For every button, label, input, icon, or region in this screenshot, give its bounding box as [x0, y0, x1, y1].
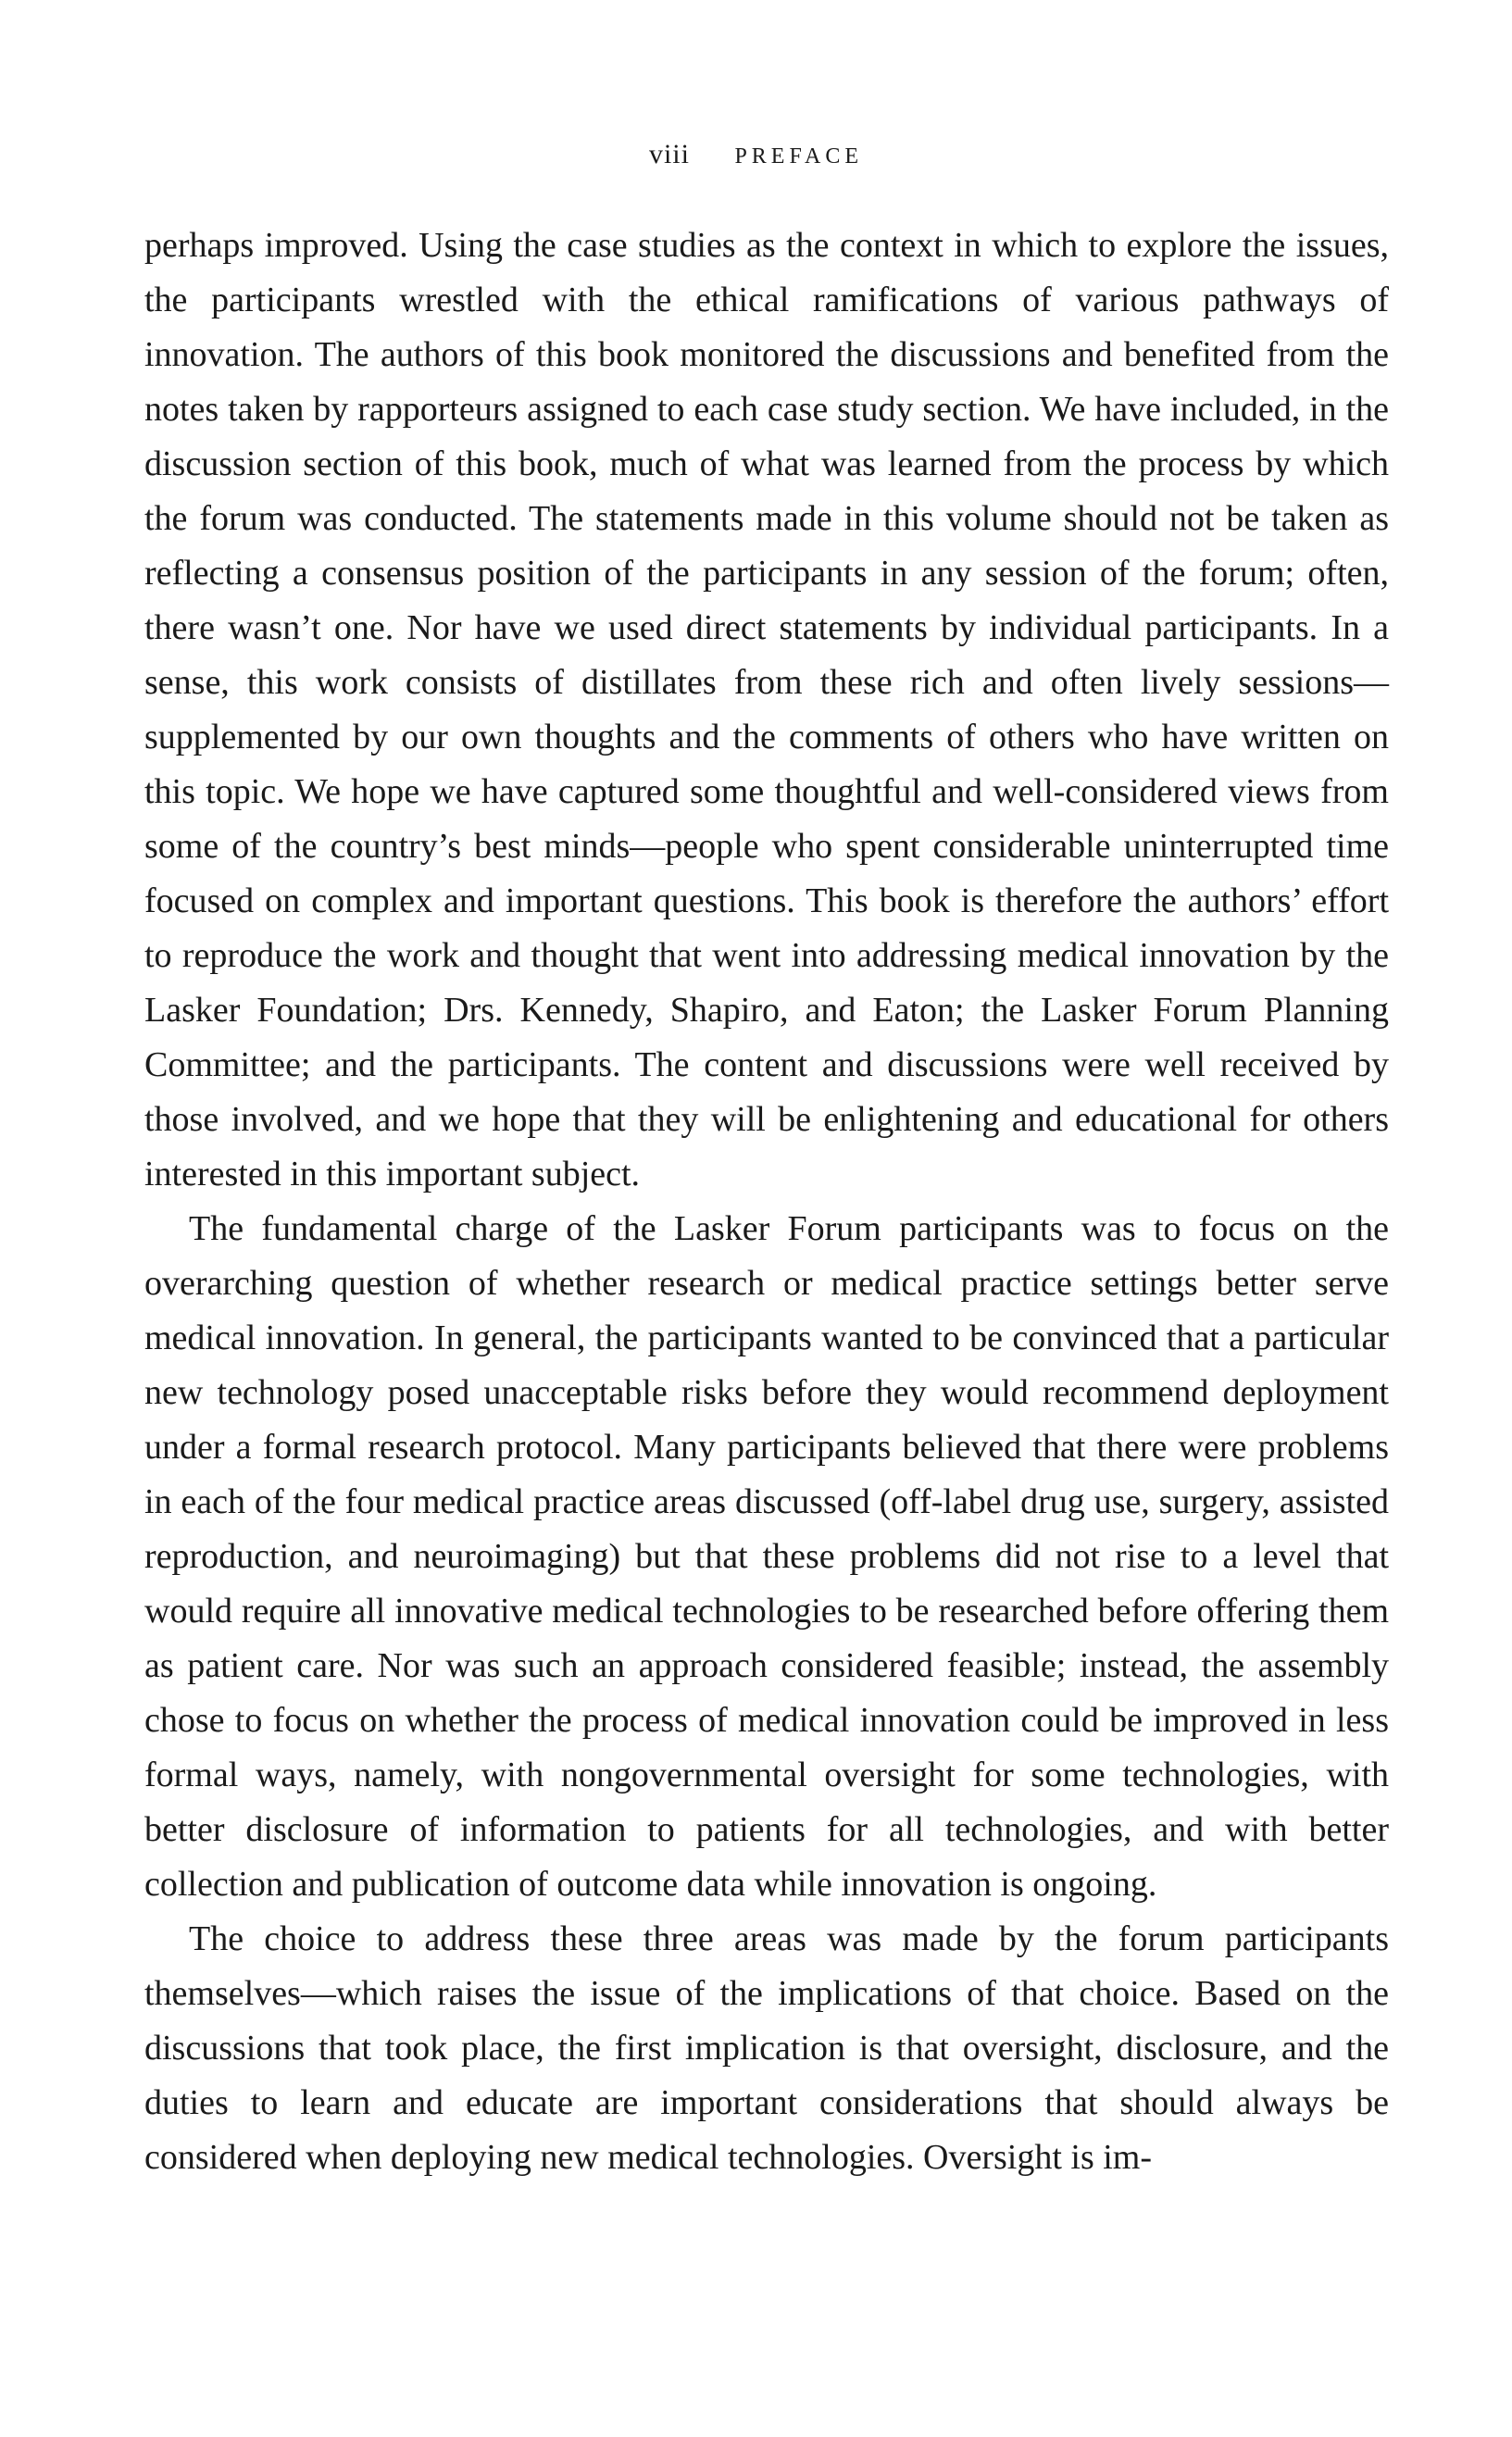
- running-head: [0, 139, 1512, 170]
- page-number: viii: [648, 139, 690, 169]
- body-text: [144, 219, 1389, 2185]
- paragraph: perhaps improved. Using the case studies as the context in which to explore the issues, the participants wrestled with the ethical ramifications of various pathways of innovation. The authors of this book monitored the discussions and benefited from the notes taken by rapporteurs assigned to each case study section. We have included, in the discussion section of this book, much of what was learned from the process by which the forum was conducted. The statements made in this volume should not be taken as reflecting a consensus position of the participants in any session of the forum; often, there wasn’t one. Nor have we used direct statements by individual participants. In a sense, this work consists of distillates from these rich and often lively sessions—supplemented by our own thoughts and the comments of others who have written on this topic. We hope we have captured some thoughtful and well-considered views from some of the country’s best minds—people who spent considerable uninterrupted time focused on complex and important questions. This book is therefore the authors’ effort to reproduce the work and thought that went into addressing medical innovation by the Lasker Foundation; Drs. Kennedy, Shapiro, and Eaton; the Lasker Forum Planning Committee; and the participants. The content and discussions were well received by those involved, and we hope that they will be enlightening and educational for others interested in this important subject.: [144, 226, 1389, 1194]
- section-title: PREFACE: [734, 144, 864, 169]
- paragraph: The choice to address these three areas was made by the forum participants themselves—which raises the issue of the implications of that choice. Based on the discussions that took place, the first implication is that oversight, disclosure, and the duties to learn and educate are important considerations that should always be considered when deploying new medical technologies. Oversight is im-: [144, 1919, 1389, 2177]
- paragraph: The fundamental charge of the Lasker Forum participants was to focus on the overarching question of whether research or medical practice settings better serve medical innovation. In general, the participants wanted to be convinced that a particular new technology posed unacceptable risks before they would recommend deployment under a formal research protocol. Many participants believed that there were problems in each of the four medical practice areas discussed (off-label drug use, surgery, assisted reproduction, and neuroimaging) but that these problems did not rise to a level that would require all innovative medical technologies to be researched before offering them as patient care. Nor was such an approach considered feasible; instead, the assembly chose to focus on whether the process of medical innovation could be improved in less formal ways, namely, with nongovernmental oversight for some technologies, with better disclosure of information to patients for all technologies, and with better collection and publication of outcome data while innovation is ongoing.: [144, 1209, 1389, 1904]
